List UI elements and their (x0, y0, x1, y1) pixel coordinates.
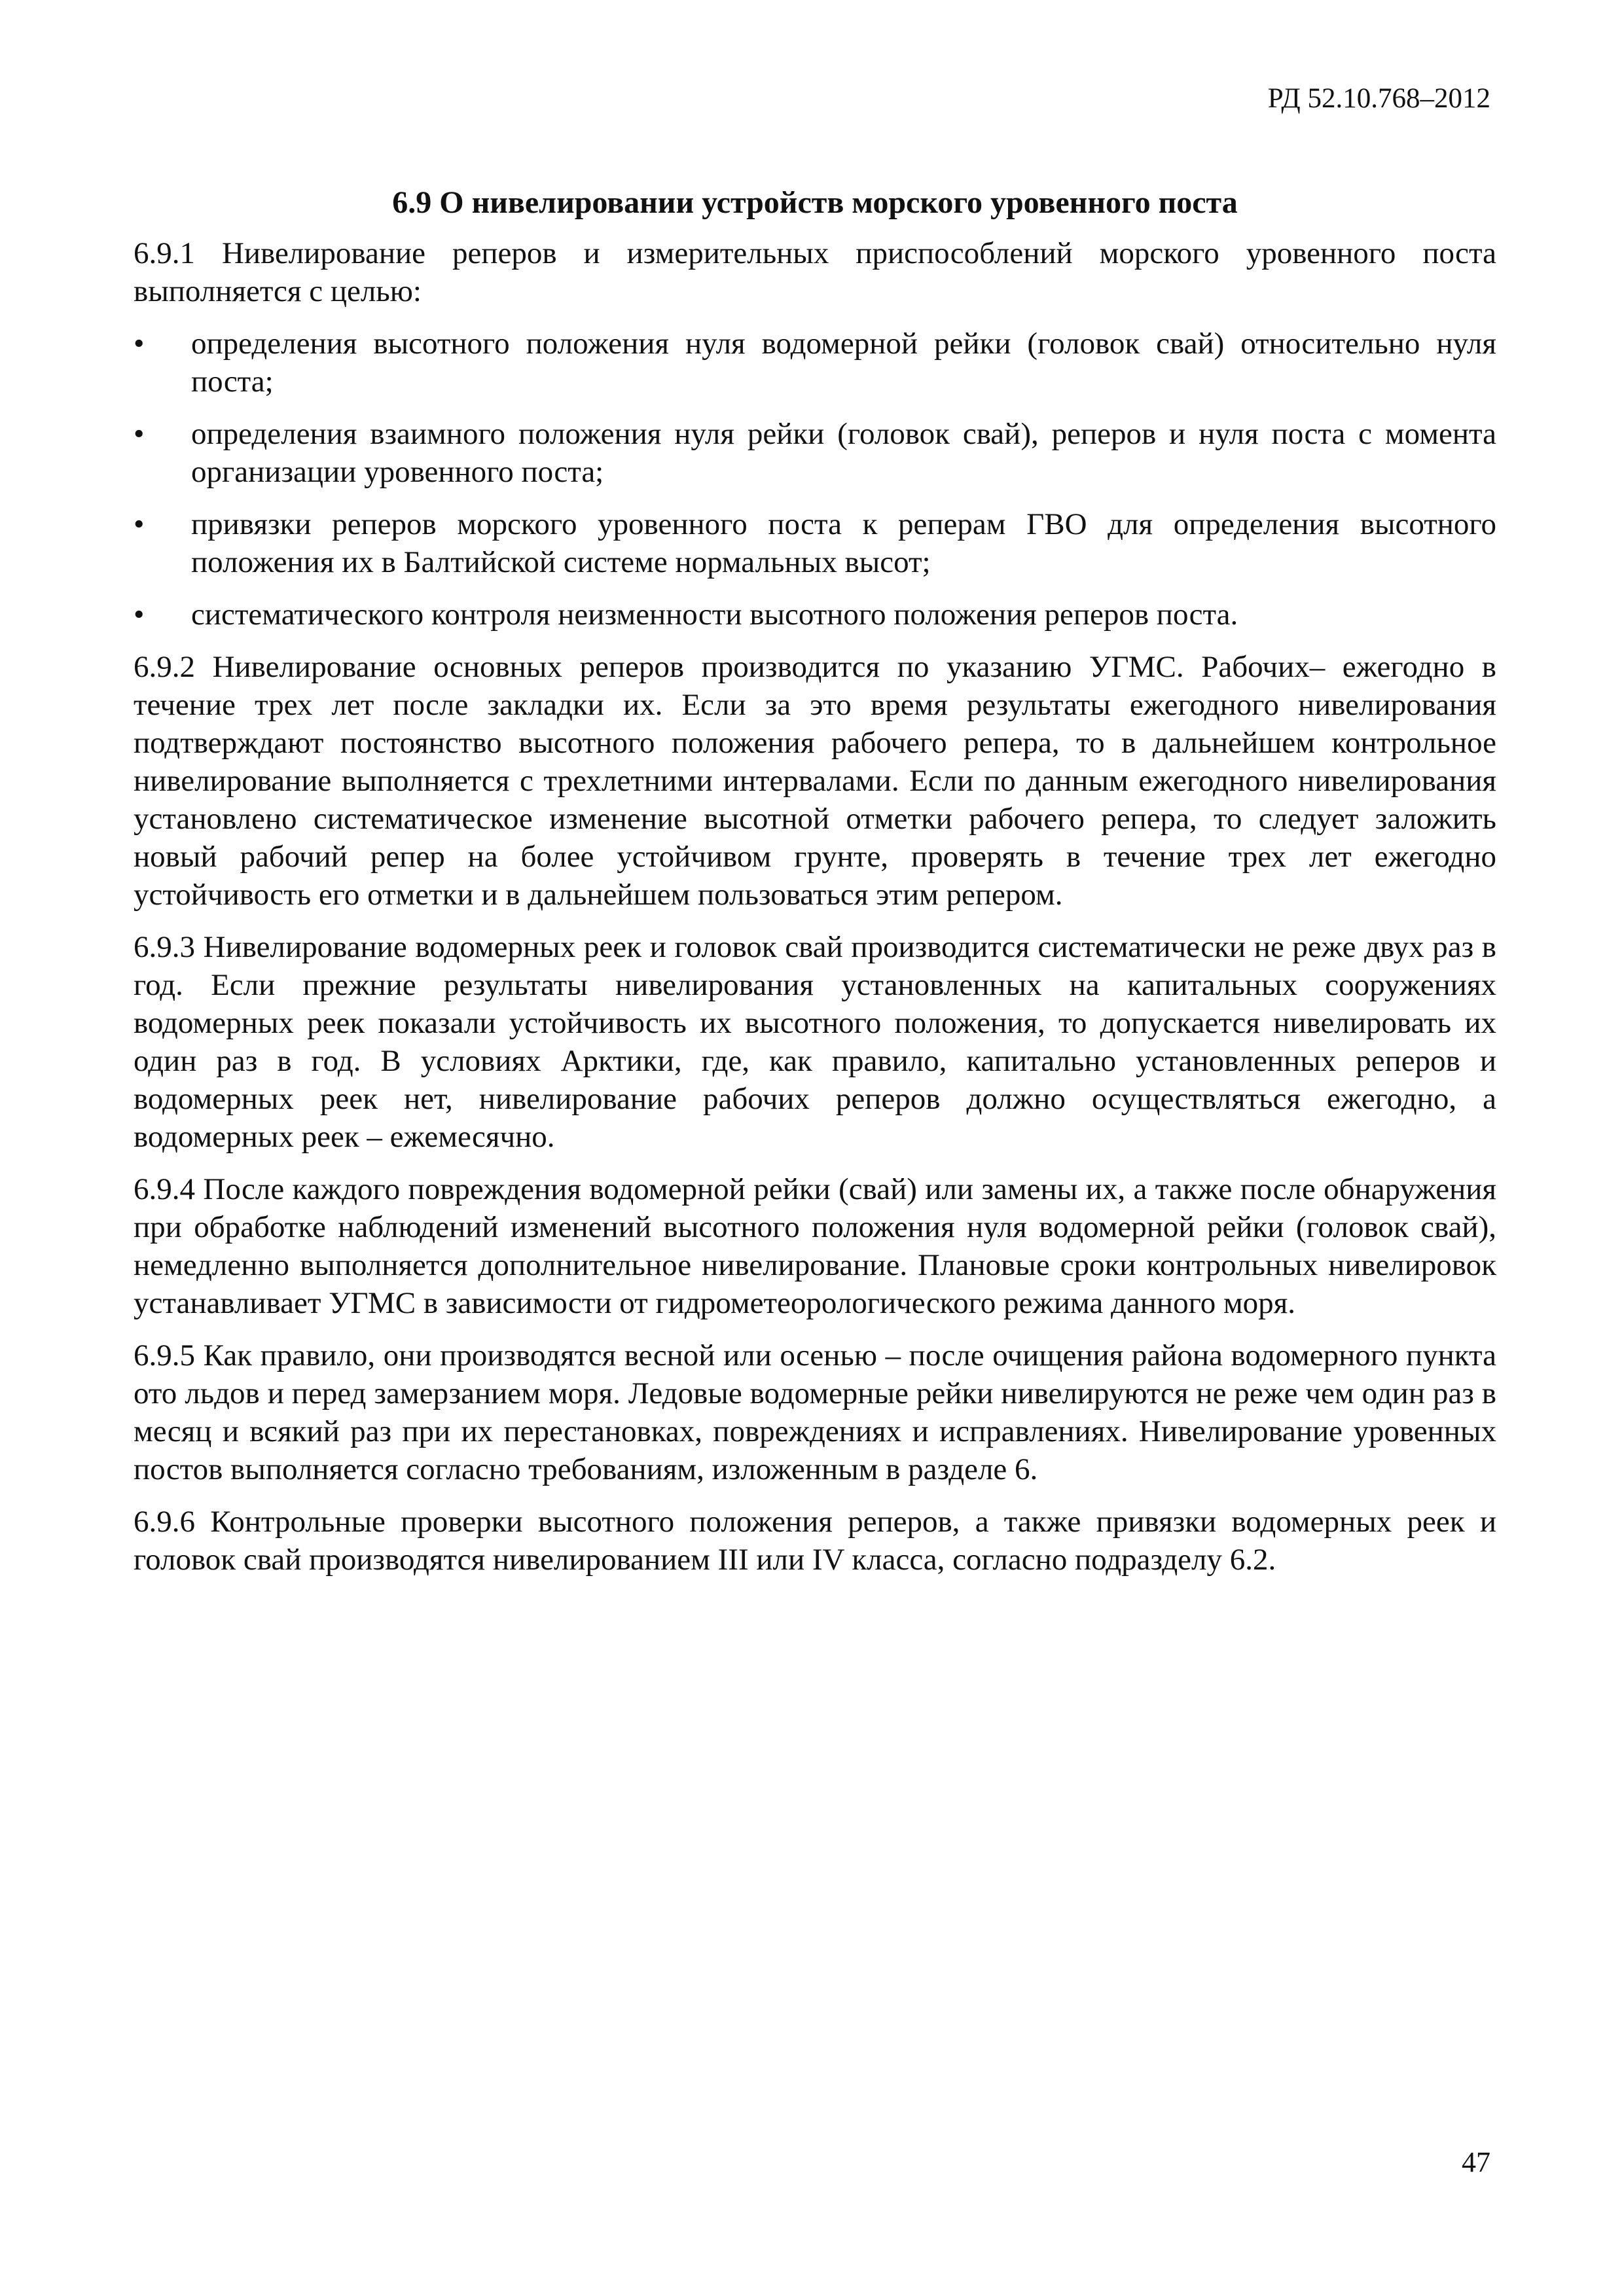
paragraph-6-9-1: 6.9.1 Нивелирование реперов и измерительных приспособлений морского уровенного поста выполняется с целью: (134, 236, 1496, 308)
list-item (134, 596, 1496, 634)
list-item (134, 505, 1496, 581)
section-title: 6.9 О нивелировании устройств морского уровенного поста (392, 185, 1238, 220)
list-item (134, 415, 1496, 491)
paragraph-6-9-2: 6.9.2 Нивелирование основных реперов производится по указанию УГМС. Рабочих– ежегодно в течение трех лет после закладки их. Если за это время результаты ежегодного нивелирования подтверждают постоянство высотного положения рабочего репера, то в дальнейшем контрольное нивелирование выполняется с трехлетними интервалами. Если по данным ежегодного нивелирования установлено систематическое изменение высотной отметки рабочего репера, то следует заложить новый рабочий репер на более устойчивом грунте, проверять в течение трех лет ежегодно устойчивость его отметки и в дальнейшем пользоваться этим репером. (134, 650, 1496, 912)
paragraph-6-9-6: 6.9.6 Контрольные проверки высотного положения реперов, а также привязки водомерных реек и головок свай производятся нивелированием III или IV класса, согласно подразделу 6.2. (134, 1505, 1496, 1577)
bullet-icon: • (134, 417, 145, 451)
bullet-icon: • (134, 507, 145, 541)
list-item-text: определения высотного положения нуля водомерной рейки (головок свай) относительно нуля поста; (191, 327, 1496, 399)
list-item (134, 325, 1496, 401)
page-number: 47 (1462, 2146, 1490, 2178)
list-item-text: систематического контроля неизменности высотного положения реперов поста. (191, 598, 1238, 632)
paragraph-6-9-4: 6.9.4 После каждого повреждения водомерной рейки (свай) или замены их, а также после обнаружения при обработке наблюдений изменений высотного положения нуля водомерной рейки (головок свай), немедленно выполняется дополнительное нивелирование. Плановые сроки контрольных нивелировок устанавливает УГМС в зависимости от гидрометеорологического режима данного моря. (134, 1172, 1496, 1320)
bullet-icon: • (134, 327, 145, 361)
list-item-text: определения взаимного положения нуля рейки (головок свай), реперов и нуля поста с момента организации уровенного поста; (191, 417, 1496, 489)
document-code: РД 52.10.768–2012 (1267, 83, 1490, 114)
paragraph-6-9-3: 6.9.3 Нивелирование водомерных реек и головок свай производится систематически не реже двух раз в год. Если прежние результаты нивелирования установленных на капитальных сооружениях водомерных реек показали устойчивость их высотного положения, то допускается нивелировать их один раз в год. В условиях Арктики, где, как правило, капитально установленных реперов и водомерных реек нет, нивелирование рабочих реперов должно осуществляться ежегодно, а водомерных реек – ежемесячно. (134, 930, 1496, 1154)
paragraph-6-9-5: 6.9.5 Как правило, они производятся весной или осенью – после очищения района водомерного пункта ото льдов и перед замерзанием моря. Ледовые водомерные рейки нивелируются не реже чем один раз в месяц и всякий раз при их перестановках, повреждениях и исправлениях. Нивелирование уровенных постов выполняется согласно требованиям, изложенным в разделе 6. (134, 1338, 1496, 1486)
bullet-icon: • (134, 598, 145, 632)
document-body (134, 183, 1496, 1593)
purpose-list (134, 325, 1496, 634)
list-item-text: привязки реперов морского уровенного поста к реперам ГВО для определения высотного положения их в Балтийской системе нормальных высот; (191, 507, 1496, 579)
